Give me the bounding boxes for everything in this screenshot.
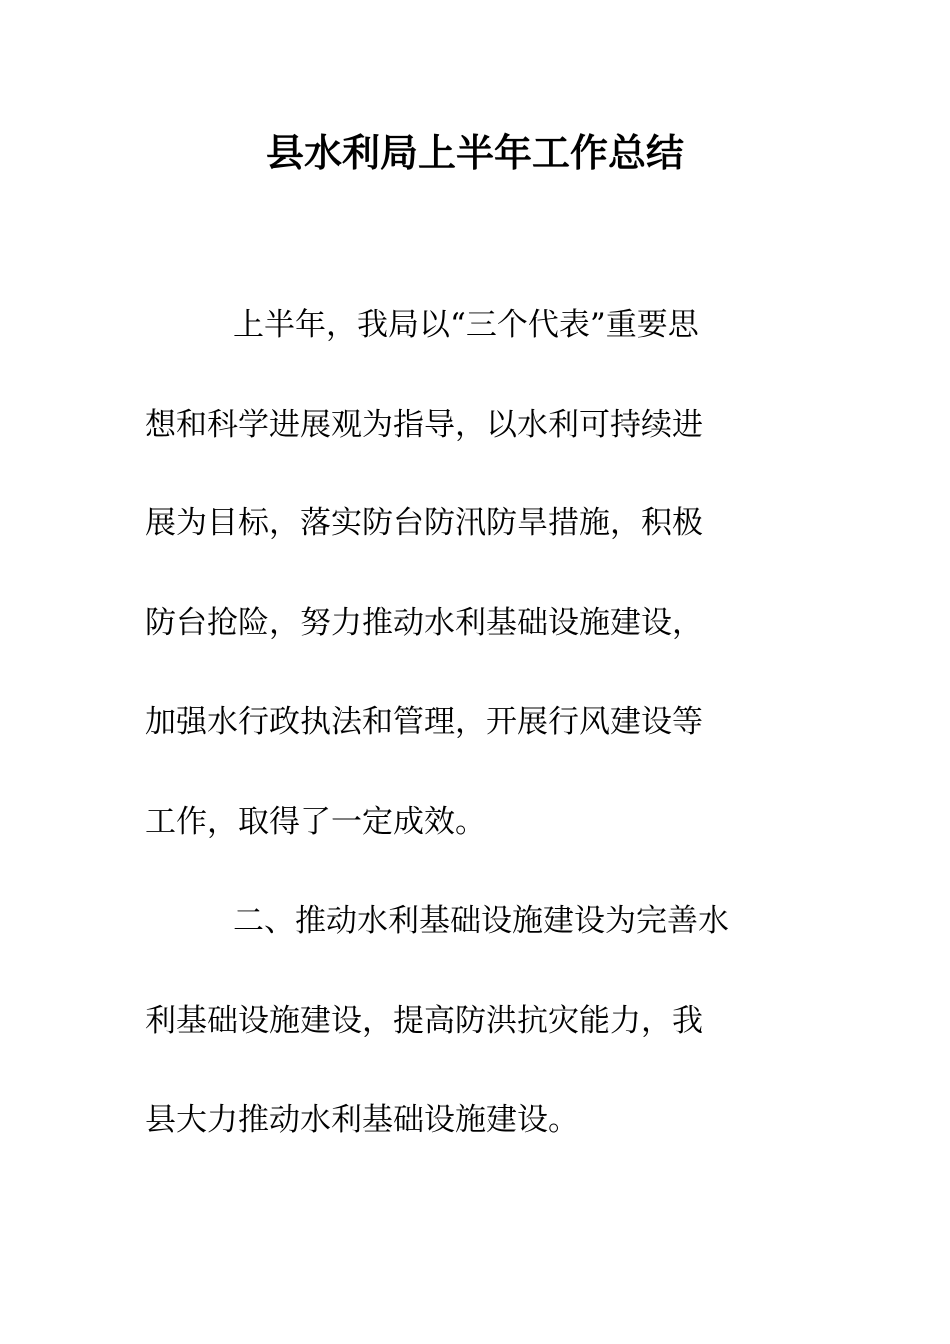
paragraph-1-line-1: 上半年，我局以“三个代表”重要思 (233, 307, 699, 343)
paragraph-1-line-4: 防台抢险，努力推动水利基础设施建设， (145, 605, 703, 641)
paragraph-2-line-2: 利基础设施建设，提高防洪抗灾能力，我 (145, 1003, 703, 1039)
paragraph-1-line-5: 加强水行政执法和管理，开展行风建设等 (145, 704, 703, 740)
paragraph-1-line-3: 展为目标，落实防台防汛防旱措施，积极 (145, 505, 703, 541)
paragraph-1-line-6: 工作，取得了一定成效。 (145, 804, 486, 840)
paragraph-1-line-2: 想和科学进展观为指导，以水利可持续进 (145, 407, 703, 443)
paragraph-2-line-3: 县大力推动水利基础设施建设。 (145, 1102, 579, 1138)
document-title: 县水利局上半年工作总结 (265, 131, 684, 175)
paragraph-2-line-1: 二、推动水利基础设施建设为完善水 (233, 903, 729, 939)
